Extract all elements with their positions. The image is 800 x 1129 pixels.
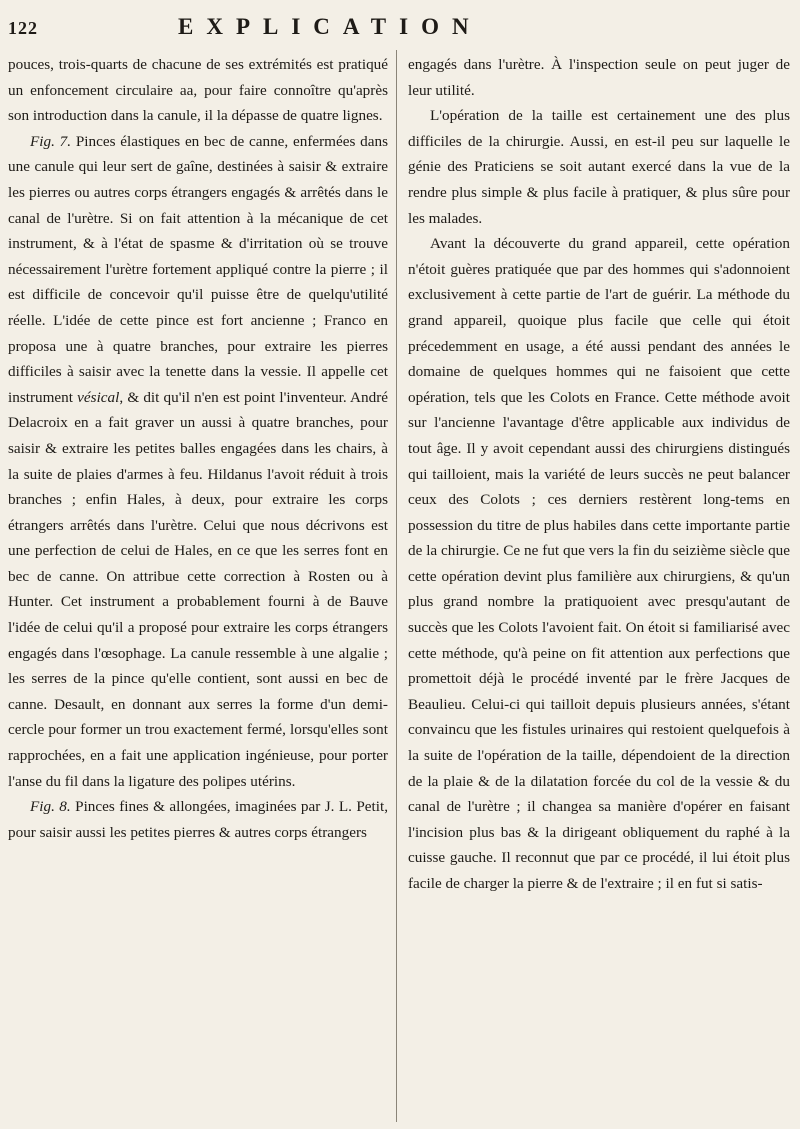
figure-label: Fig. 8. <box>30 798 71 816</box>
paragraph: engagés dans l'urètre. À l'inspection seule on peut juger de leur utilité. <box>408 56 790 99</box>
running-title: EXPLICATION <box>178 14 482 39</box>
paragraph-text: Pinces fines & allongées, imaginées par J. L. Petit, pour saisir aussi les petites pierres & autres corps étrangers <box>8 798 389 841</box>
figure-8-paragraph <box>8 794 388 845</box>
paragraph: pouces, trois-quarts de chacune de ses extrémités est pratiqué un enfoncement circulaire aa, pour faire connoître qu'après son introduction dans la canule, il la dépasse de quatre lignes. <box>8 56 388 125</box>
paragraph: Avant la découverte du grand appareil, cette opération n'étoit guères pratiquée que par des hommes qui s'adonnoient exclusivement à cette partie de l'art de guérir. La méthode du grand appareil, quoique plus facile que celle qui étoit précedemment en usage, a été aussi pendant des années le domaine de quelques hommes qui ne faisoient que cette opération, tels que les Colots en France. Cette méthode avoit sur l'ancienne l'avantage d'être applicable aux individus de tout âge. Il y avoit cependant aussi des chirurgiens distingués qui tailloient, mais la variété de leurs succès ne peut balancer ceux des Colots ; ces derniers restèrent long-tems en possession du titre de plus habiles dans cette importante partie de la chirurgie. Ce ne fut que vers la fin du seizième siècle que cette opération devint plus familière aux chirurgiens, & qu'un plus grand nombre la pratiquoient avec presqu'autant de succès que les Colots l'avoient fait. On étoit si familiarisé avec cette méthode, qu'à peine on fit attention aux perfections que promettoit déjà le procédé inventé par le frère Jacques de Beaulieu. Celui-ci qui tailloit depuis plusieurs années, s'étant convaincu que les fistules urinaires qui restoient quelquefois à la suite de l'opération de la taille, dépendoient de la direction de la plaie & de la dilatation forcée du col de la vessie & du canal de l'urètre ; il changea sa manière d'opérer en faisant l'incision plus bas & la dirigeant obliquement du raphé à la cuisse gauche. Il reconnut que par ce procédé, il lui étoit plus facile de charger la pierre & de l'extraire ; il en fut si satis- <box>408 235 790 892</box>
figure-7-paragraph <box>8 129 388 794</box>
page-header <box>8 8 792 44</box>
paragraph-text: Pinces élastiques en bec de canne, enfermées dans une canule qui leur sert de gaîne, destinées à saisir & extraire les pierres ou autres corps étrangers engagés & arrêtés dans le canal de l'urètre. Si on fait attention à la mécanique de cet instrument, & à l'état de spasme & d'irritation où se trouve nécessairement l'urètre fortement appliqué contre la pierre ; il est difficile de concevoir qu'il puisse être de quelqu'utilité réelle. L'idée de cette pince est fort ancienne ; Franco en proposa une à quatre branches, pour extraire les pierres difficiles à saisir avec la tenette dans la vessie. Il appelle cet instrument <box>8 132 389 406</box>
page-number: 122 <box>8 18 38 38</box>
left-column <box>8 52 388 845</box>
column-divider <box>396 50 397 1122</box>
paragraph: L'opération de la taille est certainement une des plus difficiles de la chirurgie. Aussi, en est-il peu sur laquelle le génie des Praticiens se soit autant exercé dans la vue de la rendre plus simple & plus facile à pratiquer, & plus sûre pour les malades. <box>408 107 790 227</box>
italic-term: vésical <box>77 388 120 406</box>
right-column <box>408 52 790 897</box>
paragraph-text: , & dit qu'il n'en est point l'inventeur. André Delacroix en a fait graver un aussi à quatre branches, pour saisir & extraire les petites balles engagées dans les chairs, à la suite de plaies d'armes à feu. Hildanus l'avoit réduit à trois branches ; enfin Hales, à deux, pour extraire les corps étrangers arrêtés dans l'urètre. Celui que nous décrivons est une perfection de celui de Hales, en ce que les serres font en bec de canne. On attribue cette correction à Rosten ou à Hunter. Cet instrument a probablement fourni à de Bauve l'idée de celui qu'il a proposé pour extraire les corps étrangers engagés dans l'œsophage. La canule ressemble à une algalie ; les serres de la pince qu'elle contient, sont aussi en bec de canne. Desault, en donnant aux serres la forme d'un demi-cercle pour former un trou exactement fermé, lorsqu'elles sont rapprochées, en a fait une application ingénieuse, pour porter l'anse du fil dans la ligature des polipes utérins. <box>8 388 389 790</box>
figure-label: Fig. 7. <box>30 132 72 150</box>
